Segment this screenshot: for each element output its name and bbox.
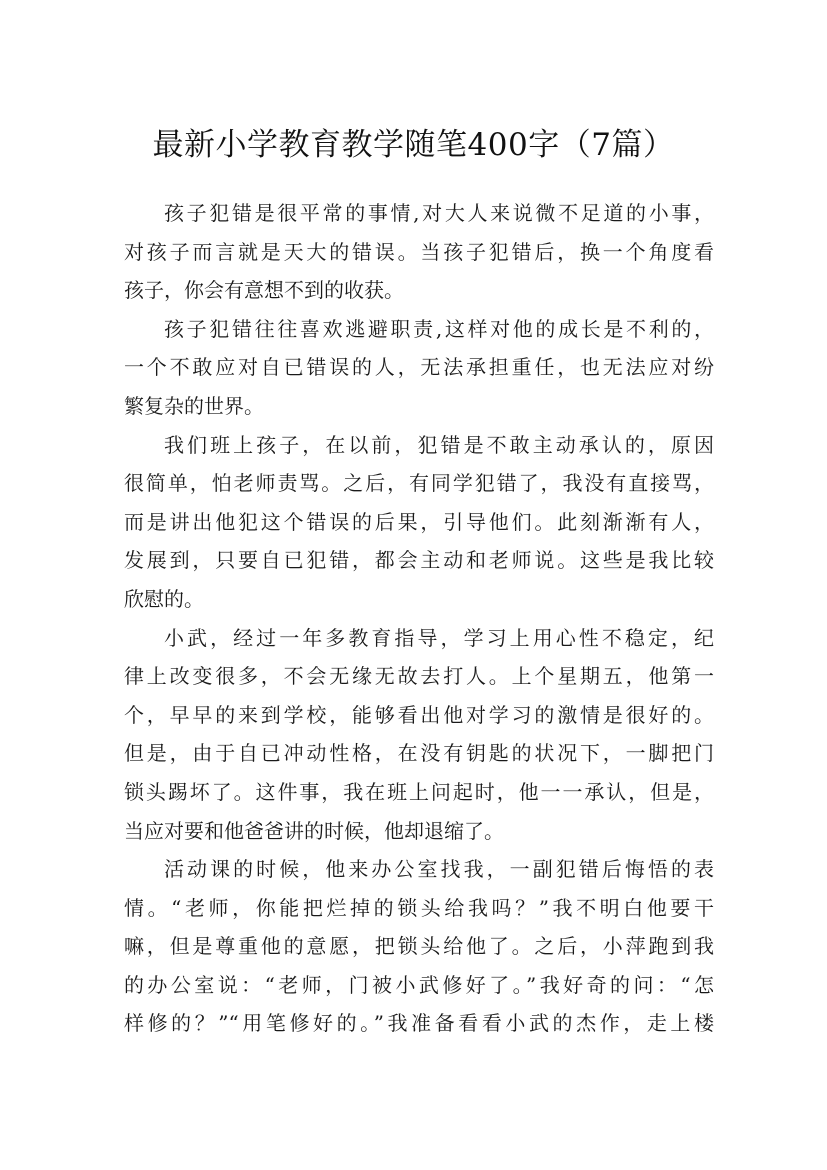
paragraph — [124, 194, 714, 310]
paragraph-line: 孩子犯错是很平常的事情,对大人来说微不足道的小事， — [164, 201, 714, 225]
paragraph-line: 个，早早的来到学校，能够看出他对学习的激情是很好的。 — [124, 702, 714, 727]
paragraph-line: 的办公室说：“老师，门被小武修好了。”我好奇的问：“怎 — [124, 972, 714, 997]
paragraph-line: 嘛，但是尊重他的意愿，把锁头给他了。之后，小萍跑到我 — [124, 934, 714, 959]
document-title: 最新小学教育教学随笔400字（7篇） — [152, 126, 675, 163]
document-body — [124, 194, 714, 1043]
paragraph-line: 欣慰的。 — [124, 586, 204, 611]
paragraph-line: 但是，由于自已冲动性格，在没有钥匙的状况下，一脚把门 — [124, 741, 714, 766]
paragraph-line: 小武，经过一年多教育指导，学习上用心性不稳定，纪 — [164, 625, 714, 650]
paragraph-line: 当应对要和他爸爸讲的时候，他却退缩了。 — [124, 818, 504, 843]
paragraph — [124, 850, 714, 1043]
paragraph-line: 繁复杂的世界。 — [124, 393, 264, 418]
paragraph — [124, 426, 714, 619]
paragraph-line: 很简单，怕老师责骂。之后，有同学犯错了，我没有直接骂， — [124, 471, 714, 496]
paragraph — [124, 310, 714, 426]
paragraph-line: 律上改变很多，不会无缘无故去打人。上个星期五，他第一 — [124, 664, 714, 689]
paragraph — [124, 619, 714, 851]
paragraph-line: 样修的？”“用笔修好的。”我准备看看小武的杰作，走上楼 — [124, 1011, 714, 1036]
paragraph-line: 锁头踢坏了。这件事，我在班上问起时，他一一承认，但是， — [124, 779, 714, 804]
paragraph-line: 活动课的时候，他来办公室找我，一副犯错后悔悟的表 — [164, 857, 714, 882]
paragraph-line: 情。“老师，你能把烂掉的锁头给我吗？”我不明白他要干 — [124, 895, 714, 920]
paragraph-line: 孩子犯错往往喜欢逃避职责,这样对他的成长是不利的， — [164, 316, 714, 341]
paragraph-line: 对孩子而言就是天大的错误。当孩子犯错后，换一个角度看 — [124, 239, 714, 264]
paragraph-line: 一个不敢应对自已错误的人，无法承担重任，也无法应对纷 — [124, 355, 714, 380]
paragraph-line: 孩子，你会有意想不到的收获。 — [124, 278, 404, 303]
paragraph-line: 我们班上孩子，在以前，犯错是不敢主动承认的，原因 — [164, 432, 714, 457]
paragraph-line: 而是讲出他犯这个错误的后果，引导他们。此刻渐渐有人， — [124, 509, 714, 534]
paragraph-line: 发展到，只要自已犯错，都会主动和老师说。这些是我比较 — [124, 548, 714, 573]
